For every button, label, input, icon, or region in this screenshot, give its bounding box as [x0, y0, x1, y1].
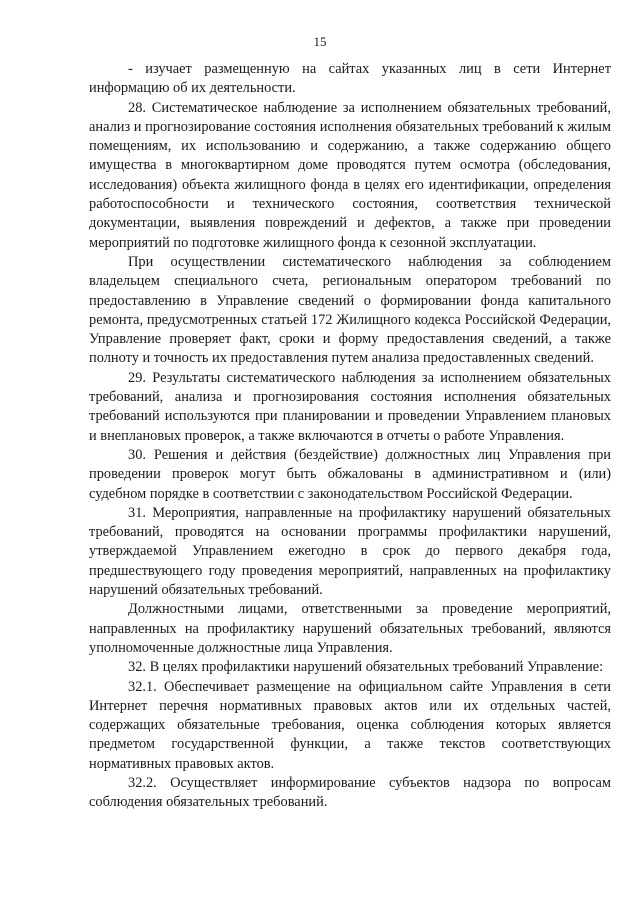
paragraph-32-2: 32.2. Осуществляет информирование субъектов надзора по вопросам соблюдения обязательных требований. — [89, 774, 611, 811]
paragraph-31: 31. Мероприятия, направленные на профилактику нарушений обязательных требований, проводятся на основании программы профилактики нарушений, утверждаемой Управлением ежегодно в срок до первого декабря года, предшествующего году проведения мероприятий, направленных на профилактику нарушений обязательных требований. — [89, 504, 611, 599]
paragraph-30: 30. Решения и действия (бездействие) должностных лиц Управления при проведении проверок могут быть обжалованы в административном и (или) судебном порядке в соответствии с законодательством Российской Федерации. — [89, 446, 611, 502]
paragraph-intro-item: - изучает размещенную на сайтах указанных лиц в сети Интернет информацию об их деятельности. — [89, 61, 611, 97]
paragraph-32-1: 32.1. Обеспечивает размещение на официальном сайте Управления в сети Интернет перечня нормативных правовых актов или их отдельных частей, содержащих обязательные требования, оценка соблюдения которых является предметом государственной функции, а также текстов соответствующих нормативных правовых актов. — [89, 678, 611, 772]
paragraph-28-continued: При осуществлении систематического наблюдения за соблюдением владельцем специального счета, региональным оператором требований по предоставлению в Управление сведений о формировании фонда капитального ремонта, предусмотренных статьей 172 Жилищного кодекса Российской Федерации, Управление проверяет факт, сроки и форму предоставления сведений, а также полноту и точность их предоставления путем анализа предоставленных сведений. — [89, 253, 611, 367]
paragraph-31-continued: Должностными лицами, ответственными за проведение мероприятий, направленных на профилактику нарушений обязательных требований, являются уполномоченные должностные лица Управления. — [89, 601, 611, 656]
paragraph-28: 28. Систематическое наблюдение за исполнением обязательных требований, анализ и прогнозирование состояния исполнения обязательных требований к жилым помещениям, их использованию и содержанию, а также содержанию общего имущества в многоквартирном доме проводятся путем осмотра (обследования, исследования) объекта жилищного фонда в целях его идентификации, определения работоспособности и технического состояния, соответствия технической документации, выявления повреждений и дефектов, а также при проведении мероприятий по подготовке жилищного фонда к сезонной эксплуатации. — [89, 99, 611, 251]
page-number: 15 — [313, 34, 327, 49]
paragraph-32: 32. В целях профилактики нарушений обязательных требований Управление: — [128, 659, 604, 676]
document-body — [89, 60, 611, 813]
paragraph-29: 29. Результаты систематического наблюдения за исполнением обязательных требований, анализа и прогнозирования состояния исполнения обязательных требований используются при планировании и проведении Управлением плановых и внеплановых проверок, а также включаются в отчеты о работе Управления. — [89, 369, 611, 444]
